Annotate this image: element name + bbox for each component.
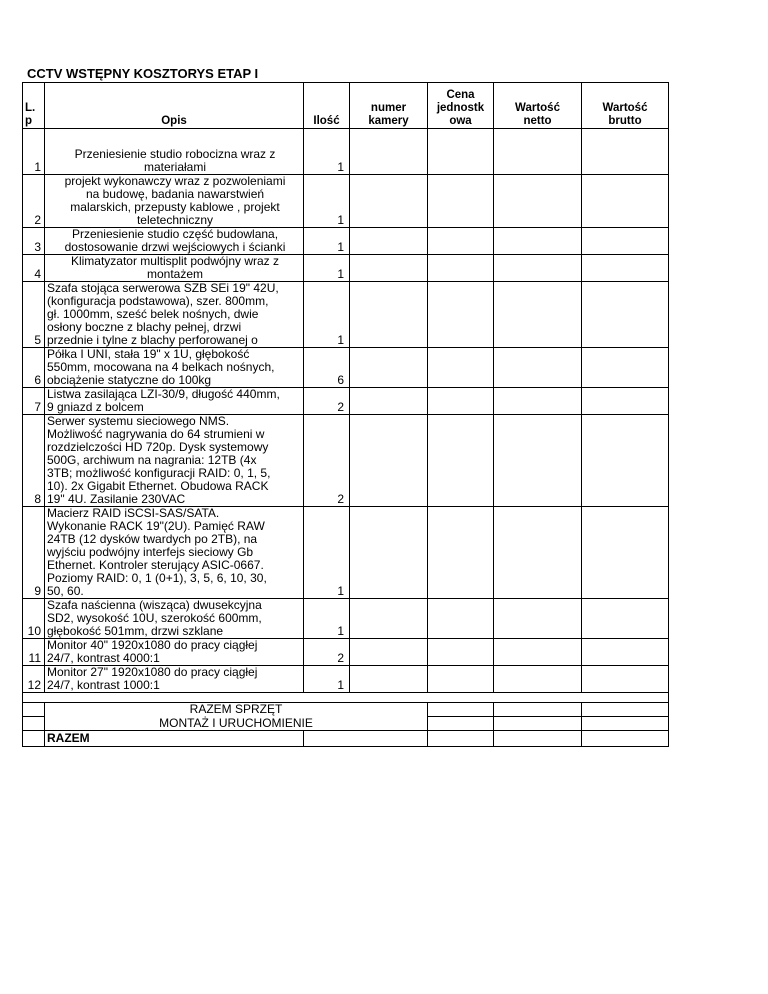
row-wartosc-brutto bbox=[582, 507, 669, 599]
row-ilosc: 1 bbox=[304, 599, 350, 639]
header-wartosc-netto: Wartość netto bbox=[494, 83, 582, 129]
row-cena-jednostkowa bbox=[428, 639, 494, 666]
row-cena-jednostkowa bbox=[428, 507, 494, 599]
row-opis: Klimatyzator multisplit podwójny wraz z montażem bbox=[45, 255, 304, 282]
row-wartosc-brutto bbox=[582, 255, 669, 282]
table-row bbox=[23, 599, 669, 639]
header-cena-jednostkowa: Cena jednostk owa bbox=[428, 83, 494, 129]
row-wartosc-netto bbox=[494, 388, 582, 415]
row-ilosc: 1 bbox=[304, 175, 350, 228]
row-numer-kamery bbox=[350, 255, 428, 282]
row-opis: Półka I UNI, stała 19" x 1U, głębokość 550mm, mocowana na 4 belkach nośnych, obciążenie statyczne do 100kg bbox=[45, 348, 304, 388]
row-wartosc-netto bbox=[494, 255, 582, 282]
row-wartosc-brutto bbox=[582, 348, 669, 388]
row-numer-kamery bbox=[350, 228, 428, 255]
row-cena-jednostkowa bbox=[428, 388, 494, 415]
row-ilosc: 1 bbox=[304, 666, 350, 693]
table-row bbox=[23, 639, 669, 666]
spacer-cell bbox=[23, 693, 669, 703]
row-wartosc-brutto bbox=[582, 388, 669, 415]
row-cena-jednostkowa bbox=[428, 348, 494, 388]
row-wartosc-brutto bbox=[582, 666, 669, 693]
row-wartosc-netto bbox=[494, 639, 582, 666]
row-wartosc-brutto bbox=[582, 415, 669, 507]
document-title: CCTV WSTĘPNY KOSZTORYS ETAP I bbox=[27, 66, 259, 81]
row-cena-jednostkowa bbox=[428, 282, 494, 348]
header-numer-kamery: numer kamery bbox=[350, 83, 428, 129]
row-lp: 1 bbox=[23, 129, 45, 175]
row-wartosc-netto bbox=[494, 282, 582, 348]
row-cena-jednostkowa bbox=[428, 175, 494, 228]
row-ilosc: 2 bbox=[304, 639, 350, 666]
cost-estimate-table bbox=[22, 82, 669, 747]
header-row bbox=[23, 83, 669, 129]
row-wartosc-netto bbox=[494, 129, 582, 175]
summary-lp-cell bbox=[23, 703, 45, 717]
row-cena-jednostkowa bbox=[428, 255, 494, 282]
row-cena-jednostkowa bbox=[428, 129, 494, 175]
row-cena-jednostkowa bbox=[428, 666, 494, 693]
row-wartosc-brutto bbox=[582, 599, 669, 639]
row-numer-kamery bbox=[350, 666, 428, 693]
row-numer-kamery bbox=[350, 507, 428, 599]
row-numer-kamery bbox=[350, 175, 428, 228]
row-opis: Monitor 27" 1920x1080 do pracy ciągłej 24/7, kontrast 1000:1 bbox=[45, 666, 304, 693]
row-lp: 12 bbox=[23, 666, 45, 693]
header-opis: Opis bbox=[45, 83, 304, 129]
row-lp: 6 bbox=[23, 348, 45, 388]
row-wartosc-brutto bbox=[582, 282, 669, 348]
razem-sprzet-label: RAZEM SPRZĘT bbox=[45, 703, 428, 717]
row-opis: Monitor 40" 1920x1080 do pracy ciągłej 24/7, kontrast 4000:1 bbox=[45, 639, 304, 666]
razem-sprzet-brutto bbox=[582, 703, 669, 717]
row-opis: Szafa naścienna (wisząca) dwusekcyjna SD2, wysokość 10U, szerokość 600mm, głębokość 501mm, drzwi szklane bbox=[45, 599, 304, 639]
row-numer-kamery bbox=[350, 348, 428, 388]
row-numer-kamery bbox=[350, 639, 428, 666]
razem-sprzet-netto bbox=[494, 703, 582, 717]
row-wartosc-netto bbox=[494, 348, 582, 388]
row-wartosc-netto bbox=[494, 175, 582, 228]
spacer-row bbox=[23, 693, 669, 703]
row-lp: 7 bbox=[23, 388, 45, 415]
table-row bbox=[23, 388, 669, 415]
montaz-label: MONTAŻ I URUCHOMIENIE bbox=[45, 717, 428, 731]
row-opis: Serwer systemu sieciowego NMS. Możliwość nagrywania do 64 strumieni w rozdzielczości HD 720p. Dysk systemowy 500G, archiwum na nagrania: 12TB (4x 3TB; możliwość konfiguracji RAID: 0, 1, 5, 10). 2x Gigabit Ethernet. Obudowa RACK 19" 4U. Zasilanie 230VAC bbox=[45, 415, 304, 507]
row-wartosc-netto bbox=[494, 228, 582, 255]
row-ilosc: 1 bbox=[304, 255, 350, 282]
summary-row-razem bbox=[23, 731, 669, 747]
table-row bbox=[23, 666, 669, 693]
table-row bbox=[23, 507, 669, 599]
montaz-brutto bbox=[582, 717, 669, 731]
row-wartosc-netto bbox=[494, 666, 582, 693]
table-row bbox=[23, 348, 669, 388]
table-row bbox=[23, 228, 669, 255]
row-lp: 4 bbox=[23, 255, 45, 282]
razem-empty-cell bbox=[304, 731, 428, 747]
row-wartosc-brutto bbox=[582, 129, 669, 175]
row-numer-kamery bbox=[350, 415, 428, 507]
summary-row-razem-sprzet bbox=[23, 703, 669, 717]
row-ilosc: 1 bbox=[304, 129, 350, 175]
row-ilosc: 2 bbox=[304, 388, 350, 415]
row-ilosc: 1 bbox=[304, 282, 350, 348]
row-numer-kamery bbox=[350, 129, 428, 175]
row-opis: Macierz RAID iSCSI-SAS/SATA. Wykonanie RACK 19"(2U). Pamięć RAW 24TB (12 dysków twardych po 2TB), na wyjściu podwójny interfejs sieciowy Gb Ethernet. Kontroler sterujący ASIC-0667. Poziomy RAID: 0, 1 (0+1), 3, 5, 6, 10, 30, 50, 60. bbox=[45, 507, 304, 599]
row-opis: Przeniesienie studio robocizna wraz z materiałami bbox=[45, 129, 304, 175]
summary-row-montaz bbox=[23, 717, 669, 731]
row-wartosc-brutto bbox=[582, 175, 669, 228]
row-numer-kamery bbox=[350, 599, 428, 639]
row-opis: Listwa zasilająca LZI-30/9, długość 440mm, 9 gniazd z bolcem bbox=[45, 388, 304, 415]
montaz-netto bbox=[494, 717, 582, 731]
row-opis: projekt wykonawczy wraz z pozwoleniami na budowę, badania nawarstwień malarskich, przepusty kablowe , projekt teletechniczny bbox=[45, 175, 304, 228]
razem-cena-cell bbox=[428, 731, 494, 747]
header-ilosc: Ilość bbox=[304, 83, 350, 129]
row-lp: 10 bbox=[23, 599, 45, 639]
summary-cena-cell bbox=[428, 703, 494, 717]
row-lp: 8 bbox=[23, 415, 45, 507]
table-row bbox=[23, 129, 669, 175]
table-row bbox=[23, 282, 669, 348]
row-wartosc-netto bbox=[494, 599, 582, 639]
summary-lp-cell bbox=[23, 717, 45, 731]
row-cena-jednostkowa bbox=[428, 228, 494, 255]
razem-label: RAZEM bbox=[45, 731, 304, 747]
row-lp: 9 bbox=[23, 507, 45, 599]
table-row bbox=[23, 415, 669, 507]
row-ilosc: 6 bbox=[304, 348, 350, 388]
row-wartosc-netto bbox=[494, 415, 582, 507]
row-lp: 3 bbox=[23, 228, 45, 255]
row-lp: 5 bbox=[23, 282, 45, 348]
row-wartosc-brutto bbox=[582, 639, 669, 666]
row-opis: Przeniesienie studio część budowlana, dostosowanie drzwi wejściowych i ścianki bbox=[45, 228, 304, 255]
row-ilosc: 1 bbox=[304, 507, 350, 599]
razem-brutto bbox=[582, 731, 669, 747]
table-row bbox=[23, 255, 669, 282]
row-numer-kamery bbox=[350, 282, 428, 348]
row-ilosc: 2 bbox=[304, 415, 350, 507]
row-lp: 11 bbox=[23, 639, 45, 666]
header-lp: L. p bbox=[23, 83, 45, 129]
summary-cena-cell bbox=[428, 717, 494, 731]
table-row bbox=[23, 175, 669, 228]
row-cena-jednostkowa bbox=[428, 415, 494, 507]
row-cena-jednostkowa bbox=[428, 599, 494, 639]
row-wartosc-netto bbox=[494, 507, 582, 599]
row-wartosc-brutto bbox=[582, 228, 669, 255]
row-ilosc: 1 bbox=[304, 228, 350, 255]
header-wartosc-brutto: Wartość brutto bbox=[582, 83, 669, 129]
razem-netto bbox=[494, 731, 582, 747]
row-opis: Szafa stojąca serwerowa SZB SEi 19" 42U, (konfiguracja podstawowa), szer. 800mm, gł. 1000mm, sześć belek nośnych, dwie osłony boczne z blachy pełnej, drzwi przednie i tylne z blachy perforowanej o bbox=[45, 282, 304, 348]
row-numer-kamery bbox=[350, 388, 428, 415]
row-lp: 2 bbox=[23, 175, 45, 228]
summary-lp-cell bbox=[23, 731, 45, 747]
